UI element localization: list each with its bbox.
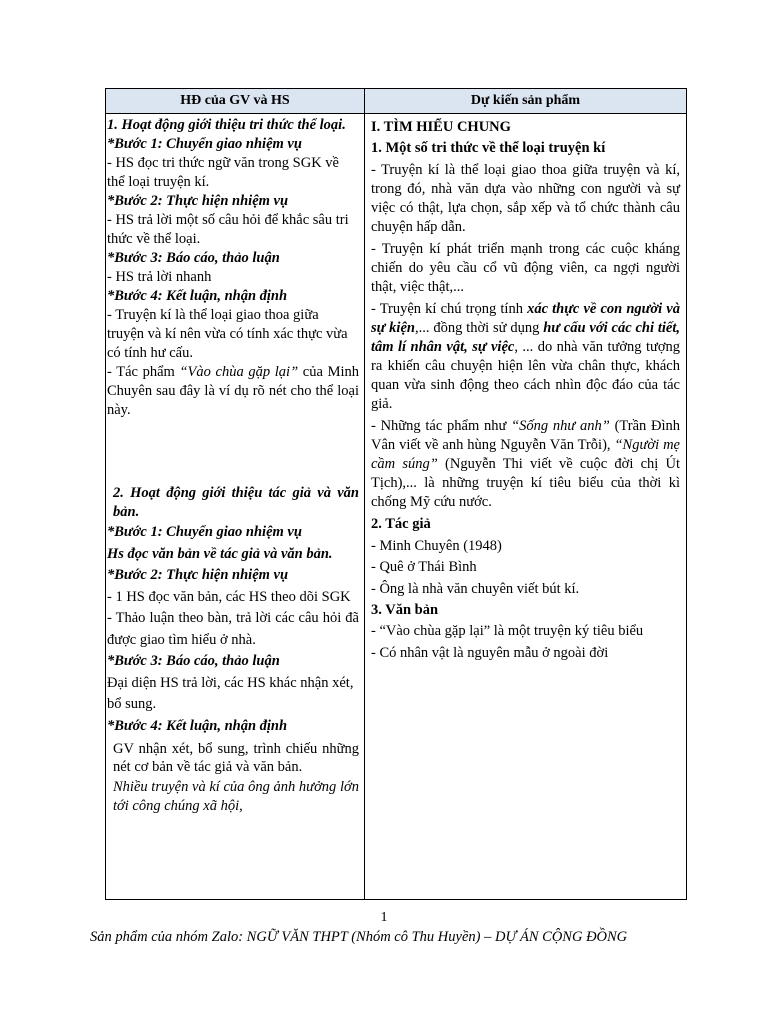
p3-b: xác thực về con người và sự kiện <box>371 301 680 336</box>
subsection-genre-knowledge: 1. Một số tri thức về thể loại truyện kí <box>371 140 606 156</box>
a1-step3-label: *Bước 3: Báo cáo, thảo luận <box>107 250 280 266</box>
author-line3: - Ông là nhà văn chuyên viết bút kí. <box>371 580 580 597</box>
a1-step4-text1: - Truyện kí là thể loại giao thoa giữa truyện và kí nên vừa có tính xác thực vừa có tính hư cấu. <box>107 307 348 361</box>
a2-step4-text2: Nhiều truyện và kí của ông ảnh hưởng lớn tới công chúng xã hội, <box>113 779 359 814</box>
text-line1: - “Vào chùa gặp lại” là một truyện ký tiêu biểu <box>371 622 644 639</box>
subsection-author: 2. Tác giả <box>371 516 431 532</box>
a1-step4-label: *Bước 4: Kết luận, nhận định <box>107 288 288 304</box>
a2-step4-label: *Bước 4: Kết luận, nhận định <box>107 717 288 734</box>
a1-step4-text2-post: của Minh Chuyên sau đây là ví dụ rõ nét cho thể loại này. <box>107 364 359 418</box>
p4-b: “Sống như anh” <box>511 418 610 434</box>
author-line2: - Quê ở Thái Bình <box>371 559 477 575</box>
p3-a: - Truyện kí chú trọng tính <box>371 301 528 317</box>
a1-step1-text: - HS đọc tri thức ngữ văn trong SGK về thể loại truyện kí. <box>107 155 339 190</box>
left-cell <box>106 114 365 900</box>
p4-d: “Người mẹ cầm súng” <box>371 437 680 472</box>
table-header-row <box>106 89 687 114</box>
p4-c: (Trần Đình Vân viết về anh hùng Nguyễn Văn Trỗi), <box>371 418 680 453</box>
a1-step3-text: - HS trả lời nhanh <box>107 269 212 285</box>
p4-e: (Nguyễn Thi viết về cuộc đời chị Út Tịch),... là những truyện kí tiêu biểu của thời kì chống Mỹ cứu nước. <box>371 456 680 510</box>
genre-para1: - Truyện kí là thể loại giao thoa giữa truyện và kí, trong đó, nhà văn dựa vào những con người và sự việc có thật, lựa chọn, sắp xếp và tổ chức thành câu chuyện hấp dẫn. <box>371 162 680 235</box>
p3-e: , ... do nhà văn tưởng tượng ra khiến câu chuyện hiện lên vừa chân thực, khách quan vừa sinh động theo cách nhìn độc đáo của tác giả. <box>371 339 681 412</box>
table-row <box>106 114 687 900</box>
a1-step4-text2 <box>107 363 359 420</box>
activity2-title: 2. Hoạt động giới thiệu tác giả và văn bản. <box>113 485 359 520</box>
author-line1: - Minh Chuyên (1948) <box>371 537 502 554</box>
genre-para4 <box>371 417 680 512</box>
p3-c: ,... đồng thời sử dụng <box>414 320 544 336</box>
activity1-title: 1. Hoạt động giới thiệu tri thức thể loại. <box>107 117 346 133</box>
a1-step1-label: *Bước 1: Chuyển giao nhiệm vụ <box>107 136 302 152</box>
right-cell <box>365 114 687 900</box>
p4-a: - Những tác phẩm như <box>371 418 512 434</box>
page-number: 1 <box>380 910 388 925</box>
subsection-text: 3. Văn bản <box>371 602 439 618</box>
work-title-italic: “Vào chùa gặp lại” <box>179 364 299 380</box>
a2-step1-text: Hs đọc văn bản về tác giả và văn bản. <box>107 545 333 562</box>
a2-step2-text1: - 1 HS đọc văn bản, các HS theo dõi SGK <box>107 588 351 605</box>
a2-step2-text2: - Thảo luận theo bàn, trả lời các câu hỏi đã được giao tìm hiểu ở nhà. <box>107 610 359 648</box>
a2-step4-text1: GV nhận xét, bổ sung, trình chiếu những nét cơ bản về tác giả và văn bản. <box>113 741 359 775</box>
header-teacher-student: HĐ của GV và HS <box>106 89 365 114</box>
a1-step2-label: *Bước 2: Thực hiện nhiệm vụ <box>107 193 289 209</box>
a2-step3-text: Đại diện HS trả lời, các HS khác nhận xét, bổ sung. <box>107 674 354 712</box>
p3-d: hư cấu với các chi tiết, tâm lí nhân vật, sự việc <box>371 320 681 355</box>
section-general: I. TÌM HIỂU CHUNG <box>371 119 511 135</box>
header-expected-product: Dự kiến sản phẩm <box>365 89 687 114</box>
genre-para3 <box>371 300 680 414</box>
footer-text: Sản phẩm của nhóm Zalo: NGỮ VĂN THPT (Nhóm cô Thu Huyền) – DỰ ÁN CỘNG ĐỒNG <box>90 929 628 945</box>
a1-step2-text: - HS trả lời một số câu hỏi để khắc sâu tri thức về thể loại. <box>107 212 349 247</box>
a1-step4-text2-pre: - Tác phẩm <box>107 364 180 380</box>
a2-step3-label: *Bước 3: Báo cáo, thảo luận <box>107 653 280 669</box>
a2-step2-label: *Bước 2: Thực hiện nhiệm vụ <box>107 567 289 583</box>
genre-para2: - Truyện kí phát triển mạnh trong các cuộc kháng chiến do yêu cầu cổ vũ động viên, ca ngợi người thật, việc thật,... <box>371 241 680 295</box>
a2-step1-label: *Bước 1: Chuyển giao nhiệm vụ <box>107 524 302 540</box>
text-line2: - Có nhân vật là nguyên mẫu ở ngoài đời <box>371 644 609 661</box>
lesson-table <box>105 88 687 900</box>
